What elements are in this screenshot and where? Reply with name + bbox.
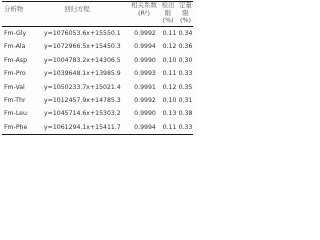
cell-col5: 0.33 (178, 123, 193, 131)
cell-r2: 0.9990 (134, 110, 156, 118)
cell-col5: 0.38 (178, 110, 193, 118)
cell-r2: 0.9992 (134, 96, 156, 104)
cell-analyte: Fm-Pro (4, 70, 26, 78)
header-col5: 定量限 (%) (179, 1, 192, 25)
cell-r2: 0.9994 (134, 123, 156, 131)
table-row (0, 94, 195, 107)
data-table (0, 0, 195, 137)
cell-col4: 0.11 (162, 70, 177, 78)
cell-equation: y=1072966.5x+15450.3 (44, 43, 121, 51)
cell-r2: 0.9990 (134, 56, 156, 64)
cell-col4: 0.10 (162, 96, 177, 104)
cell-analyte: Fm-Leu (4, 110, 27, 118)
cell-r2: 0.9993 (134, 70, 156, 78)
cell-equation: y=1050233.7x+15021.4 (44, 83, 121, 91)
cell-r2: 0.9994 (134, 43, 156, 51)
cell-col4: 0.12 (162, 83, 177, 91)
cell-col5: 0.33 (178, 70, 193, 78)
table-row (0, 121, 195, 134)
cell-col5: 0.31 (178, 96, 193, 104)
header-analyte: 分析物 (4, 5, 24, 13)
cell-equation: y=1076053.6x+15550.1 (44, 30, 121, 37)
cell-analyte: Fm-Val (4, 83, 25, 91)
cell-equation: y=1045714.6x+15303.2 (44, 110, 121, 118)
cell-analyte: Fm-Asp (4, 56, 28, 64)
cell-col4: 0.11 (162, 123, 177, 131)
table-row (0, 67, 195, 80)
cell-analyte: Fm-Ala (4, 43, 26, 51)
cell-analyte: Fm-Phe (4, 123, 28, 131)
header-equation: 回归方程 (64, 5, 90, 13)
cell-equation: y=1061294.1x+15411.7 (44, 123, 121, 131)
cell-equation: y=1039648.1x+13985.9 (44, 70, 121, 78)
table-row (0, 81, 195, 94)
cell-col4: 0.13 (162, 110, 177, 118)
table-row (0, 54, 195, 67)
cell-analyte: Fm-Gly (4, 30, 27, 37)
table-body (0, 27, 195, 134)
cell-analyte: Fm-Thr (4, 96, 26, 104)
table-row (0, 40, 195, 53)
cell-col4: 0.10 (162, 56, 177, 64)
cell-r2: 0.9992 (134, 30, 156, 37)
table-header (0, 3, 195, 25)
cell-col5: 0.34 (178, 30, 193, 37)
cell-col4: 0.12 (162, 43, 177, 51)
cell-equation: y=1004783.2x+14306.5 (44, 56, 121, 64)
table-row (0, 27, 195, 40)
cell-equation: y=1012457.9x+14785.3 (44, 96, 121, 104)
header-r2: 相关系数 (R²) (131, 1, 157, 17)
cell-col5: 0.30 (178, 56, 193, 64)
cell-r2: 0.9991 (134, 83, 156, 91)
cell-col4: 0.11 (162, 30, 177, 37)
cell-col5: 0.36 (178, 43, 193, 51)
bottom-rule (2, 134, 193, 135)
table-row (0, 107, 195, 120)
cell-col5: 0.35 (178, 83, 193, 91)
header-col4: 检出限 (%) (161, 1, 175, 25)
